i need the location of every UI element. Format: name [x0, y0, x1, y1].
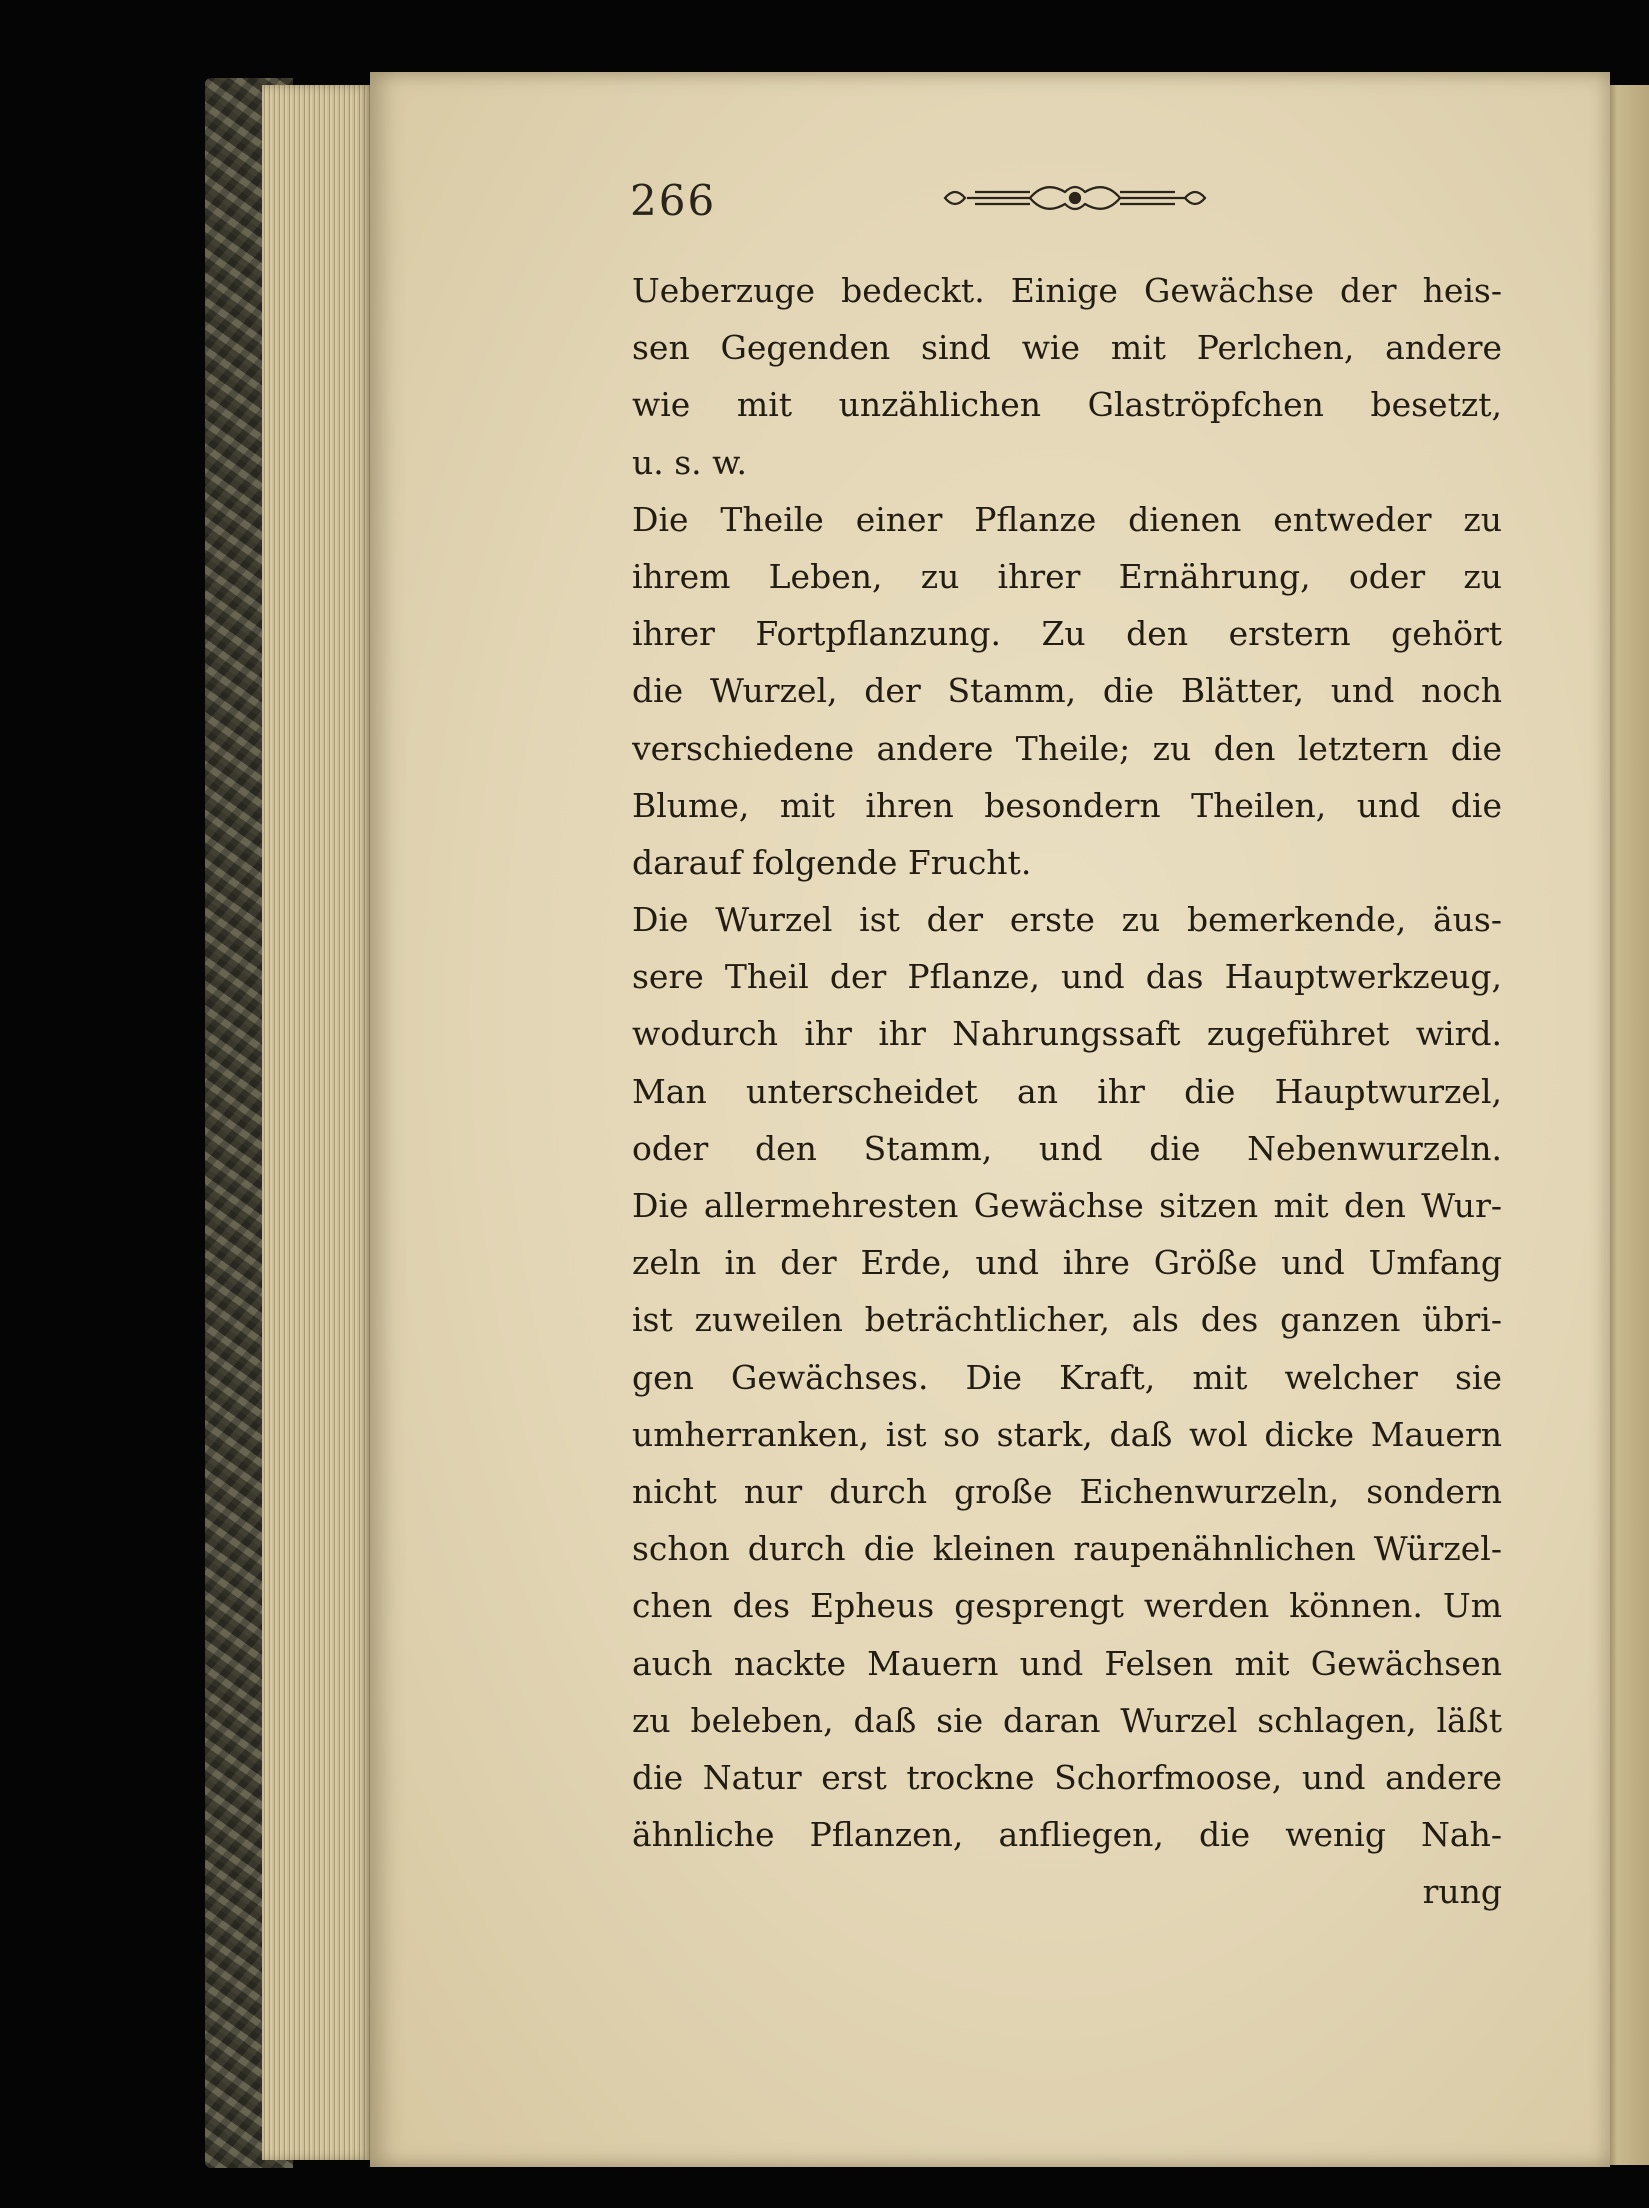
- catchword: rung: [1422, 1872, 1502, 1912]
- text-line: Blume, mit ihren besondern Theilen, und die: [632, 785, 1502, 825]
- text-line: sere Theil der Pflanze, und das Hauptwerkzeug,: [632, 957, 1502, 997]
- text-line: ihrem Leben, zu ihrer Ernährung, oder zu: [632, 556, 1502, 596]
- text-line: zu beleben, daß sie daran Wurzel schlagen, läßt: [632, 1700, 1502, 1740]
- text-line: Man unterscheidet an ihr die Hauptwurzel,: [632, 1071, 1502, 1111]
- text-line: ihrer Fortpflanzung. Zu den erstern gehört: [632, 614, 1502, 654]
- text-line: wodurch ihr ihr Nahrungssaft zugeführet wird.: [632, 1014, 1502, 1054]
- text-line: Die Theile einer Pflanze dienen entweder zu: [632, 499, 1502, 539]
- page-block-edges: [262, 85, 372, 2160]
- text-line: Die Wurzel ist der erste zu bemerkende, äus-: [632, 900, 1502, 940]
- text-line: die Natur erst trockne Schorfmoose, und andere: [632, 1757, 1502, 1797]
- text-line: Ueberzuge bedeckt. Einige Gewächse der heis-: [632, 271, 1502, 310]
- decorative-ornament-icon: [935, 178, 1215, 218]
- text-line: die Wurzel, der Stamm, die Blätter, und noch: [632, 671, 1502, 711]
- text-line: Die allermehresten Gewächse sitzen mit den Wur-: [632, 1186, 1502, 1225]
- text-line: gen Gewächses. Die Kraft, mit welcher sie: [632, 1357, 1502, 1397]
- text-line: wie mit unzählichen Glaströpfchen besetzt,: [632, 385, 1502, 425]
- body-text: [632, 262, 1502, 1920]
- text-line: auch nackte Mauern und Felsen mit Gewächsen: [632, 1643, 1502, 1683]
- page-number: 266: [630, 176, 717, 225]
- text-line: ähnliche Pflanzen, anfliegen, die wenig Nah-: [632, 1815, 1502, 1855]
- page-header: [630, 168, 1530, 228]
- text-line: ist zuweilen beträchtlicher, als des ganzen übri-: [632, 1300, 1502, 1340]
- text-line: umherranken, ist so stark, daß wol dicke Mauern: [632, 1414, 1502, 1454]
- text-line: verschiedene andere Theile; zu den letztern die: [632, 728, 1502, 768]
- text-line: u. s. w.: [632, 442, 747, 482]
- text-line: oder den Stamm, und die Nebenwurzeln.: [632, 1128, 1502, 1168]
- text-line: sen Gegenden sind wie mit Perlchen, andere: [632, 328, 1502, 368]
- text-line: zeln in der Erde, und ihre Größe und Umfang: [632, 1243, 1502, 1283]
- text-line: schon durch die kleinen raupenähnlichen Würzel-: [632, 1529, 1502, 1569]
- text-line: chen des Epheus gesprengt werden können. Um: [632, 1586, 1502, 1626]
- text-line: darauf folgende Frucht.: [632, 842, 1032, 882]
- text-line: nicht nur durch große Eichenwurzeln, sondern: [632, 1471, 1502, 1511]
